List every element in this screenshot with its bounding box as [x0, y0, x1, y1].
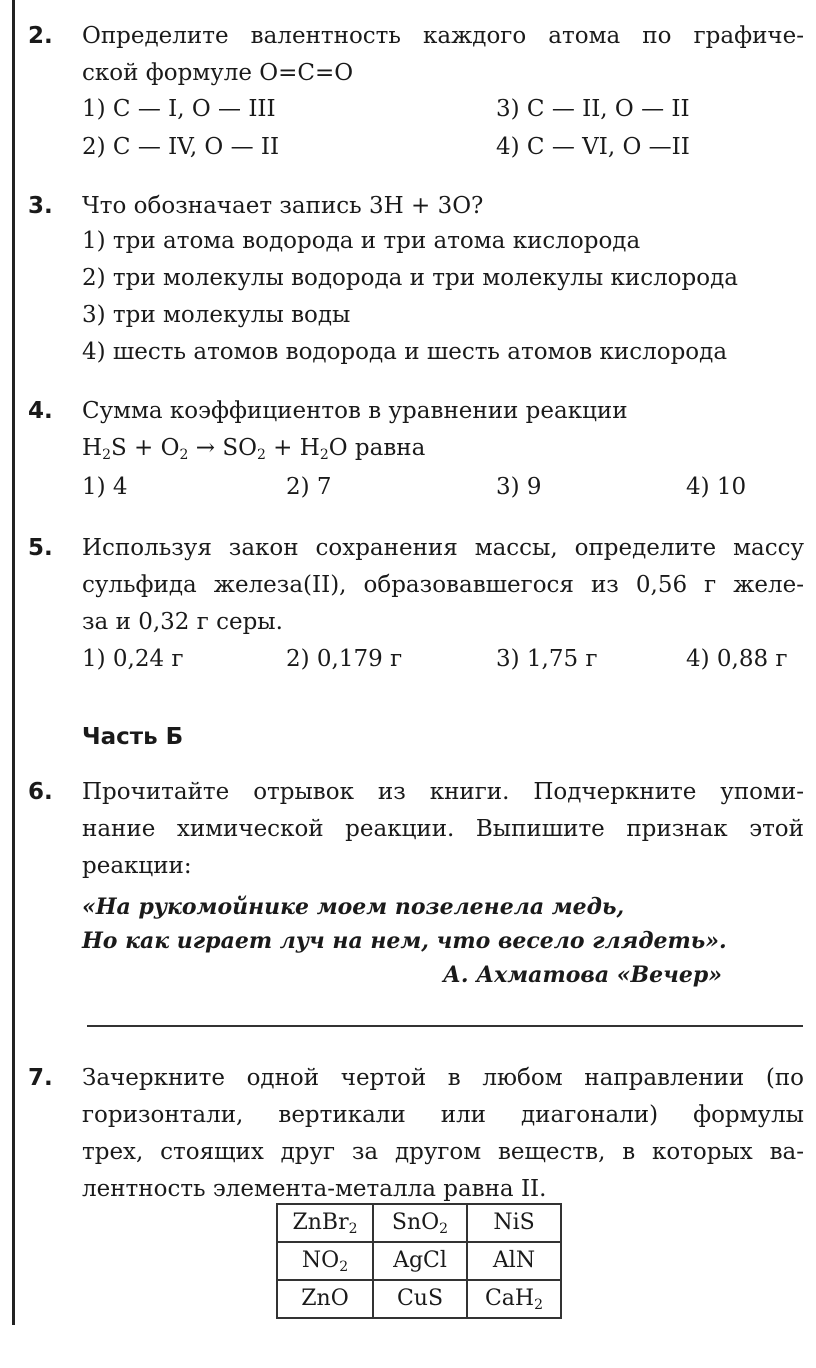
answer-option: 3) С — II, О — II: [496, 96, 690, 122]
grid-cell[interactable]: CaH$_2$: [467, 1280, 561, 1318]
answer-option: 1) 0,24 г: [82, 646, 184, 672]
question-number: 4.: [28, 398, 53, 424]
grid-cell[interactable]: CuS: [373, 1280, 467, 1318]
question-text: Используя закон сохранения массы, определите массу сульфида железа(II), образовавшегося из 0,56 г желе- за и 0,32 г серы.: [82, 535, 804, 635]
question-number: 3.: [28, 193, 53, 219]
grid-row: [277, 1204, 561, 1242]
answer-option: 4) 0,88 г: [686, 646, 788, 672]
answer-option: 3) три молекулы воды: [82, 302, 351, 328]
answer-option: 4) шесть атомов водорода и шесть атомов кислорода: [82, 339, 728, 365]
question-text: Определите валентность каждого атома по графиче- ской формуле O=C=O: [82, 23, 804, 86]
answer-option: 2) 7: [286, 474, 332, 500]
answer-option: 4) С — VI, О —II: [496, 134, 690, 160]
reaction-equation: $H_2S + O_2 \to SO_2 + H_2O$ равна: [82, 435, 426, 463]
question-number: 5.: [28, 535, 53, 561]
poem-line: Но как играет луч на нем, что весело глядеть».: [82, 928, 727, 954]
formula-grid: [276, 1203, 562, 1319]
question-text: Что обозначает запись 3Н + 3О?: [82, 193, 484, 219]
answer-option: 3) 9: [496, 474, 542, 500]
grid-cell[interactable]: AlN: [467, 1242, 561, 1280]
grid-cell[interactable]: ZnO: [277, 1280, 373, 1318]
grid-cell[interactable]: $NO_2$: [277, 1242, 373, 1280]
grid-row: [277, 1280, 561, 1318]
answer-option: 4) 10: [686, 474, 747, 500]
question-text: Сумма коэффициентов в уравнении реакции $H_2S + O_2 \to SO_2 + H_2O$ равна: [82, 393, 804, 474]
answer-option: 1) С — I, О — III: [82, 96, 276, 122]
answer-option: 1) 4: [82, 474, 128, 500]
answer-option: 1) три атома водорода и три атома кислорода: [82, 228, 641, 254]
poem-author: А. Ахматова «Вечер»: [443, 962, 722, 988]
answer-option: 2) 0,179 г: [286, 646, 403, 672]
grid-cell[interactable]: SnO$_2$: [373, 1204, 467, 1242]
question-number: 6.: [28, 779, 53, 805]
left-margin-rule: [12, 0, 15, 1325]
answer-option: 3) 1,75 г: [496, 646, 598, 672]
question-number: 2.: [28, 23, 53, 49]
poem-line: «На рукомойнике моем позеленела медь,: [82, 894, 625, 920]
grid-row: [277, 1242, 561, 1280]
grid-cell[interactable]: ZnBr$_2$: [277, 1204, 373, 1242]
question-text: Зачеркните одной чертой в любом направлении (по горизонтали, вертикали или диагонали) формулы трех, стоящих друг за другом веществ, в которых ва- лентность элемента-металла равна II.: [82, 1065, 804, 1202]
grid-cell[interactable]: AgCl: [373, 1242, 467, 1280]
question-text: Прочитайте отрывок из книги. Подчеркните упоми- нание химической реакции. Выпишите признак этой реакции:: [82, 779, 804, 879]
section-title: Часть Б: [82, 724, 184, 750]
question-number: 7.: [28, 1065, 53, 1091]
answer-option: 2) С — IV, О — II: [82, 134, 280, 160]
answer-option: 2) три молекулы водорода и три молекулы кислорода: [82, 265, 738, 291]
answer-line: [87, 1025, 803, 1027]
grid-cell[interactable]: NiS: [467, 1204, 561, 1242]
